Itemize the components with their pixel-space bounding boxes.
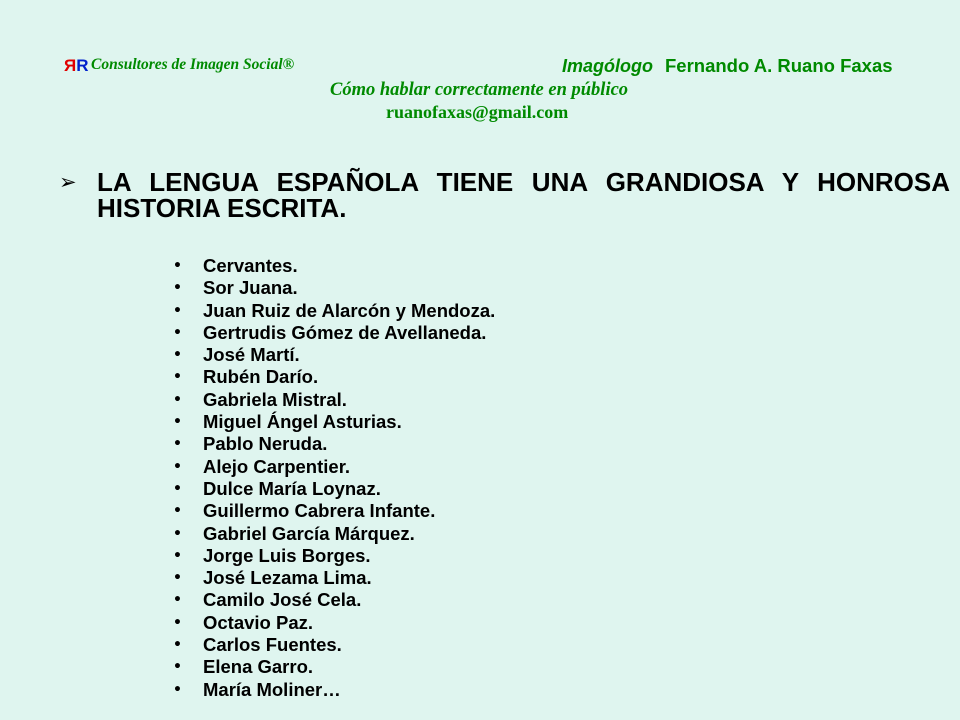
bullet-icon — [173, 523, 182, 545]
presentation-subtitle: Cómo hablar correctamente en público — [330, 80, 629, 100]
list-item — [0, 567, 960, 589]
logo-letter-red: Я — [64, 56, 77, 75]
bullet-icon — [173, 456, 182, 478]
bullet-icon — [173, 322, 182, 344]
authors-list — [0, 255, 960, 701]
arrow-bullet-icon — [59, 169, 77, 195]
list-item-text: Jorge Luis Borges. — [203, 544, 371, 566]
list-item — [0, 389, 960, 411]
list-item — [0, 456, 960, 478]
list-item-text: Juan Ruiz de Alarcón y Mendoza. — [203, 299, 496, 321]
list-item-text: Rubén Darío. — [203, 366, 319, 388]
bullet-icon — [173, 411, 182, 433]
bullet-icon — [173, 366, 182, 388]
list-item-text: María Moliner… — [203, 678, 341, 700]
list-item-text: Gabriel García Márquez. — [203, 522, 415, 544]
bullet-icon — [173, 433, 182, 455]
list-item — [0, 366, 960, 388]
list-item — [0, 411, 960, 433]
list-item — [0, 300, 960, 322]
slide-heading: LA LENGUA ESPAÑOLA TIENE UNA GRANDIOSA Y HONROSA HISTORIA ESCRITA. — [97, 167, 950, 223]
list-item-text: Miguel Ángel Asturias. — [203, 411, 402, 433]
bullet-icon — [173, 589, 182, 611]
bullet-icon — [173, 545, 182, 567]
list-item-text: Octavio Paz. — [203, 611, 314, 633]
list-item-text: Pablo Neruda. — [203, 433, 328, 455]
list-item — [0, 545, 960, 567]
bullet-icon — [173, 612, 182, 634]
list-item — [0, 500, 960, 522]
list-item — [0, 523, 960, 545]
bullet-icon — [173, 567, 182, 589]
bullet-icon — [173, 277, 182, 299]
bullet-icon — [173, 500, 182, 522]
list-item-text: Camilo José Cela. — [203, 589, 362, 611]
list-item-text: Alejo Carpentier. — [203, 455, 351, 477]
list-item — [0, 322, 960, 344]
bullet-icon — [173, 656, 182, 678]
list-item-text: Guillermo Cabrera Infante. — [203, 500, 436, 522]
list-item — [0, 344, 960, 366]
bullet-icon — [173, 634, 182, 656]
list-item — [0, 277, 960, 299]
list-item-text: Sor Juana. — [203, 277, 298, 299]
list-item-text: Elena Garro. — [203, 656, 314, 678]
bullet-icon — [173, 389, 182, 411]
list-item — [0, 634, 960, 656]
bullet-icon — [173, 679, 182, 701]
list-item-text: José Martí. — [203, 344, 300, 366]
list-item — [0, 433, 960, 455]
list-item — [0, 656, 960, 678]
list-item-text: Dulce María Loynaz. — [203, 477, 381, 499]
bullet-icon — [173, 300, 182, 322]
list-item-text: Carlos Fuentes. — [203, 634, 342, 656]
list-item — [0, 589, 960, 611]
bullet-icon — [173, 478, 182, 500]
company-name: Consultores de Imagen Social® — [91, 56, 295, 73]
list-item — [0, 255, 960, 277]
list-item-text: Cervantes. — [203, 255, 298, 276]
bullet-icon — [173, 255, 182, 277]
list-item-text: José Lezama Lima. — [203, 567, 372, 589]
list-item-text: Gabriela Mistral. — [203, 388, 347, 410]
author-role: Imagólogo — [562, 56, 653, 76]
list-item — [0, 612, 960, 634]
contact-email: ruanofaxas@gmail.com — [386, 102, 569, 122]
author-name: Fernando A. Ruano Faxas — [665, 55, 893, 76]
company-logo — [64, 55, 89, 77]
logo-letter-blue: R — [76, 56, 89, 75]
list-item-text: Gertrudis Gómez de Avellaneda. — [203, 321, 487, 343]
bullet-icon — [173, 344, 182, 366]
list-item — [0, 679, 960, 701]
list-item — [0, 478, 960, 500]
